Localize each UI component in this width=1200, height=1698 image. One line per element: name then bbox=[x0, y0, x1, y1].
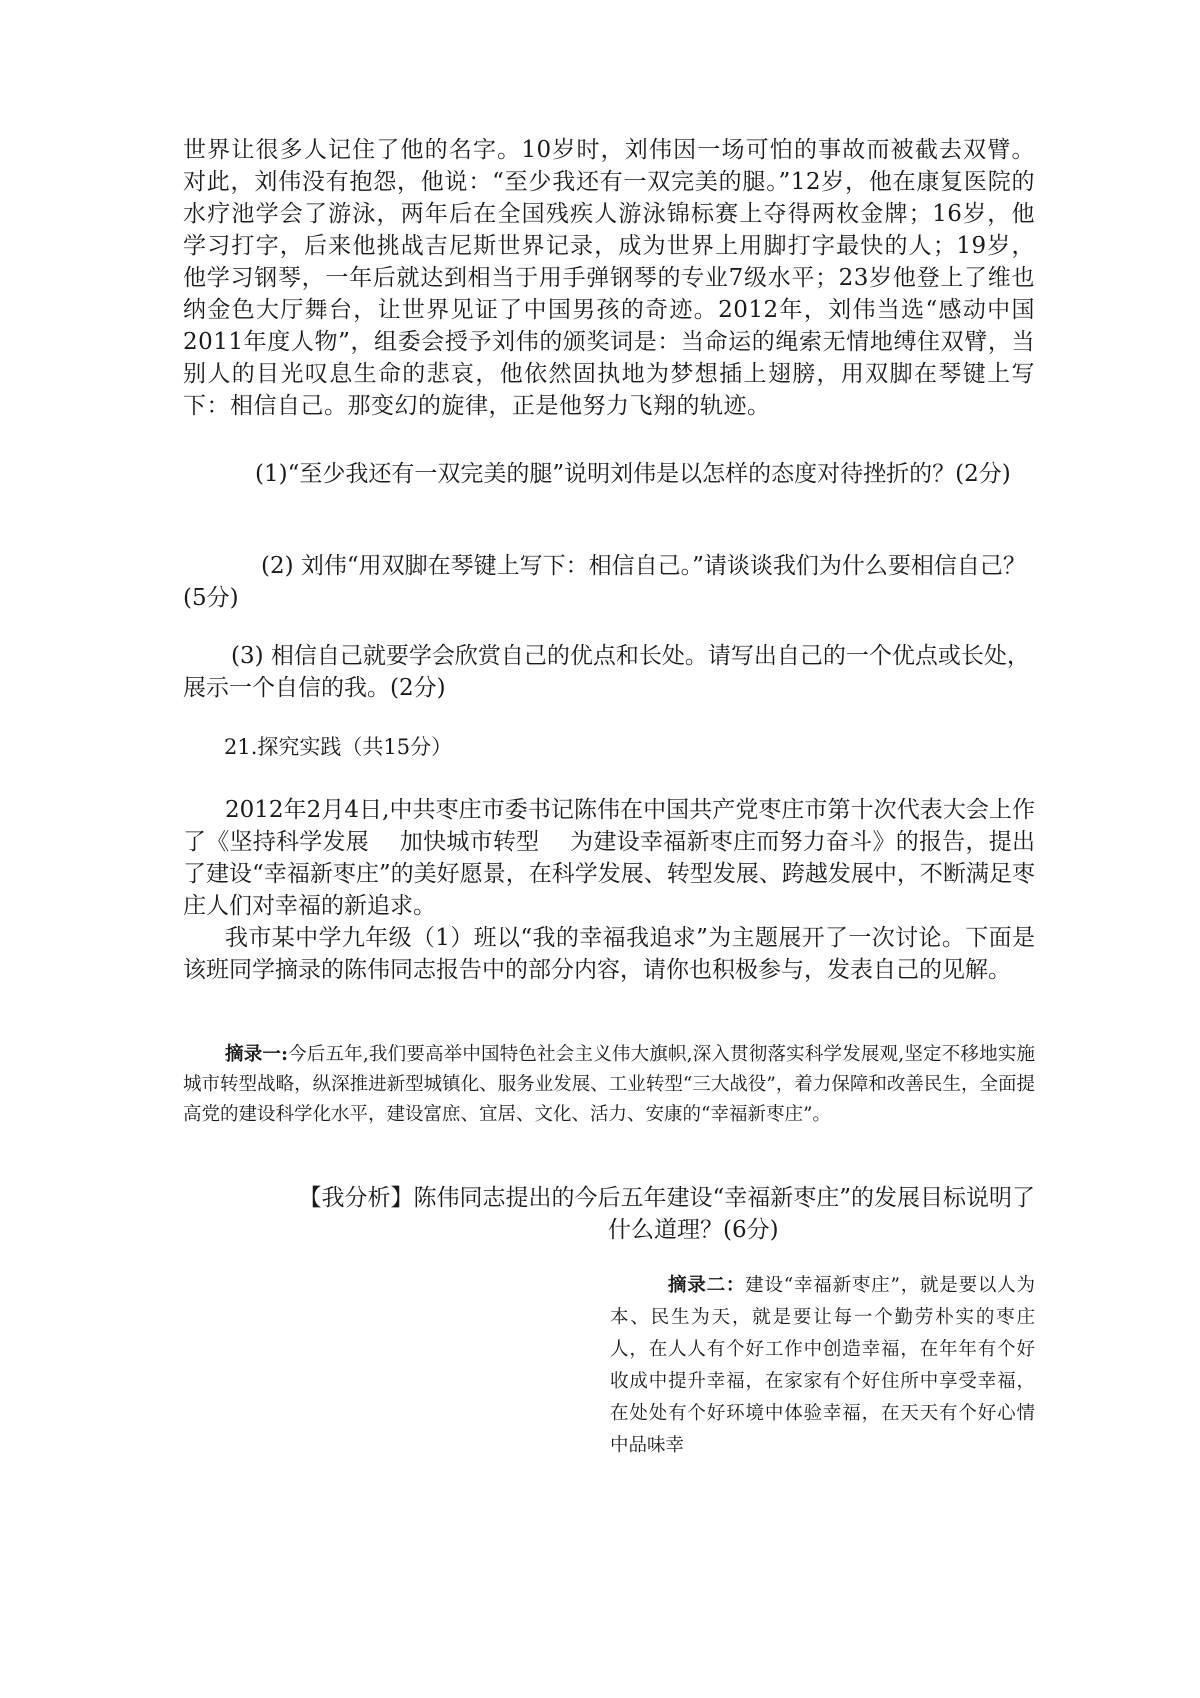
section-21-class-discussion: 我市某中学九年级（1）班以“我的幸福我追求”为主题展开了一次讨论。下面是该班同学摘录的陈伟同志报告中的部分内容，请你也积极参与，发表自己的见解。 bbox=[183, 925, 1035, 983]
excerpt-1-text: 今后五年,我们要高举中国特色社会主义伟大旗帜,深入贯彻落实科学发展观,坚定不移地实施城市转型战略，纵深推进新型城镇化、服务业发展、工业转型“三大战役”，着力保障和改善民生，全面提高党的建设科学化水平，建设富庶、宜居、文化、活力、安康的“幸福新枣庄”。 bbox=[183, 1044, 1035, 1125]
question-3: (3) 相信自己就要学会欣赏自己的优点和长处。请写出自己的一个优点或长处，展示一个自信的我。(2分) bbox=[183, 643, 1030, 701]
excerpt-2 bbox=[610, 1270, 1035, 1462]
section-21-heading: 21.探究实践（共15分） bbox=[224, 735, 453, 759]
analysis-1-line-1: 【我分析】陈伟同志提出的今后五年建设“幸福新枣庄”的发展目标说明了 bbox=[298, 1185, 1035, 1211]
excerpt-2-text: 建设“幸福新枣庄”，就是要以人为本、民生为天，就是要让每一个勤劳朴实的枣庄人，在人人有个好工作中创造幸福，在年年有个好收成中提升幸福，在家家有个好住所中享受幸福，在处处有个好环境中体验幸福，在天天有个好心情中品味幸 bbox=[610, 1275, 1035, 1456]
section-21-news-paragraph: 2012年2月4日,中共枣庄市委书记陈伟在中国共产党枣庄市第十次代表大会上作了《坚持科学发展 加快城市转型 为建设幸福新枣庄而努力奋斗》的报告，提出了建设“幸福新枣庄”的美好愿景，在科学发展、转型发展、跨越发展中，不断满足枣庄人们对幸福的新追求。 bbox=[183, 797, 1035, 919]
excerpt-1-label: 摘录一: bbox=[225, 1044, 288, 1065]
analysis-1-line-2: 什么道理？(6分) bbox=[608, 1217, 779, 1243]
excerpt-1 bbox=[183, 1040, 1035, 1130]
passage-liu-wei: 世界让很多人记住了他的名字。10岁时，刘伟因一场可怕的事故而被截去双臂。对此，刘伟没有抱怨，他说：“至少我还有一双完美的腿。”12岁，他在康复医院的水疗池学会了游泳，两年后在全国残疾人游泳锦标赛上夺得两枚金牌；16岁，他学习打字，后来他挑战吉尼斯世界记录，成为世界上用脚打字最快的人；19岁，他学习钢琴，一年后就达到相当于用手弹钢琴的专业7级水平；23岁他登上了维也纳金色大厅舞台，让世界见证了中国男孩的奇迹。2012年，刘伟当选“感动中国2011年度人物”，组委会授予刘伟的颁奖词是：当命运的绳索无情地缚住双臂，当别人的目光叹息生命的悲哀，他依然固执地为梦想插上翅膀，用双脚在琴键上写下：相信自己。那变幻的旋律，正是他努力飞翔的轨迹。 bbox=[183, 137, 1035, 419]
question-2: (2) 刘伟“用双脚在琴键上写下：相信自己。”请谈谈我们为什么要相信自己？(5分) bbox=[183, 553, 1026, 611]
excerpt-2-label: 摘录二： bbox=[668, 1275, 746, 1296]
question-1: (1)“至少我还有一双完美的腿”说明刘伟是以怎样的态度对待挫折的？(2分) bbox=[255, 461, 1011, 487]
